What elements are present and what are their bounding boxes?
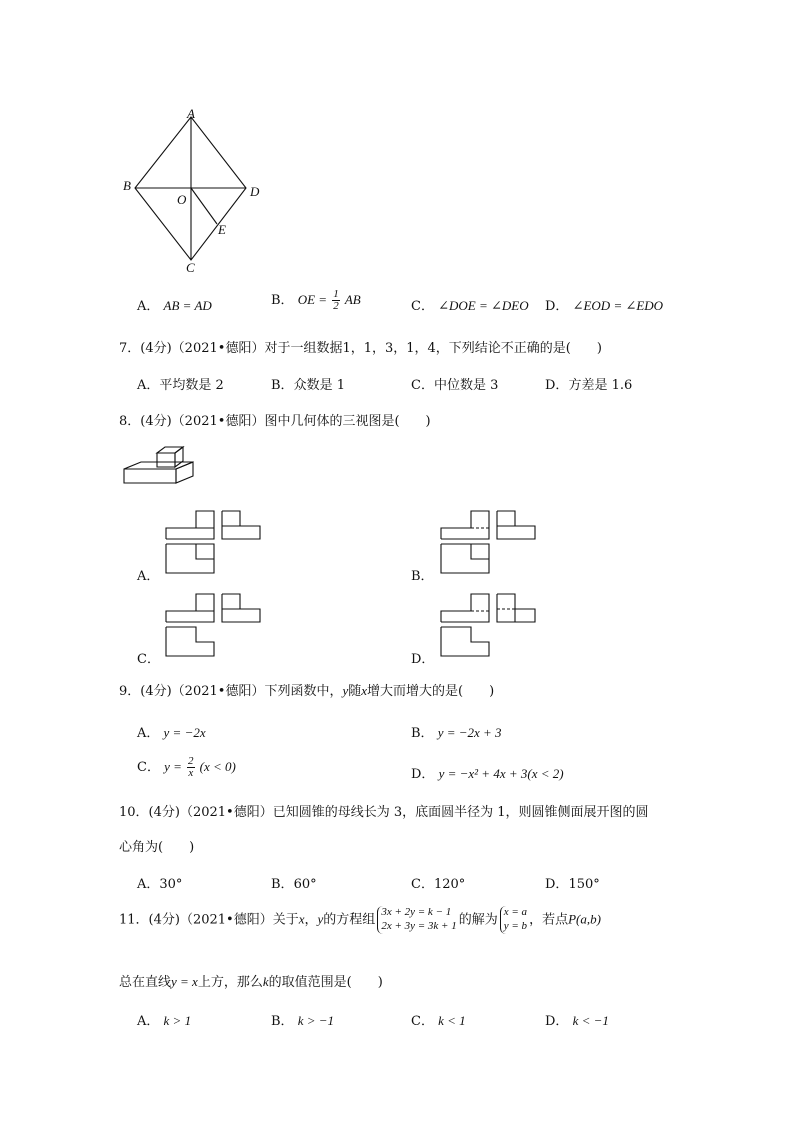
q8-option-a-views [160,505,270,580]
q9-option-b[interactable] [411,722,502,741]
q10-stem-line1: 10．(4分)（2021•德阳）已知圆锥的母线长为 3，底面圆半径为 1，则圆锥侧面展开图的圆 [119,805,649,820]
option-letter: D． [545,378,569,393]
option-text-left: y = [164,759,182,774]
option-text-left: OE = [297,292,328,307]
top-view [166,627,214,656]
q7-option-d[interactable] [545,374,632,393]
q8-option-b[interactable]: B． [411,569,434,584]
slab-top-face [124,462,193,469]
q6-option-b[interactable] [271,289,361,312]
q8-option-d-views [435,588,545,663]
q6-option-c[interactable] [411,295,529,314]
option-letter: A． [137,1014,160,1029]
q8-option-c[interactable]: C． [137,652,160,667]
segment-oe [191,188,217,224]
slab-front-face [124,469,176,483]
option-text: y = −x² + 4x + 3(x < 2) [438,766,564,781]
q7-option-b[interactable] [271,374,345,393]
q10-option-c[interactable] [411,873,465,892]
option-letter: B． [411,726,434,741]
option-text: 150° [568,877,600,892]
option-letter: D． [545,1014,569,1029]
q8-option-b-views [435,505,545,580]
option-letter: C． [411,1014,434,1029]
front-view [166,594,214,622]
stem-text: 9．(4分)（2021•德阳）下列函数中， [119,684,343,699]
q9-option-d[interactable] [411,763,564,782]
fraction-numerator: 1 [333,288,339,300]
option-letter: D． [545,299,569,314]
side-view-step [515,609,535,622]
option-letter: C． [411,378,434,393]
cube-front-face [157,453,175,467]
option-letter: B． [271,378,294,393]
slab-right-face [176,462,193,483]
point-label-a: A [187,106,195,121]
solution-1: x = a [503,906,528,918]
stem-text: 的取值范围是( ) [268,975,383,990]
q8-option-d[interactable]: D． [411,652,435,667]
q11-option-b[interactable] [271,1010,334,1029]
side-view [222,511,260,539]
top-view [441,627,489,656]
front-view [166,511,214,539]
q7-stem: 7．(4分)（2021•德阳）对于一组数据1，1，3，1，4，下列结论不正确的是( ) [119,341,602,356]
q6-option-d[interactable] [545,295,663,314]
option-text: AB = AD [163,298,212,313]
option-letter: C． [411,299,434,314]
option-text: y = −2x [163,725,206,740]
var-k: k [262,974,269,989]
equation-system [377,906,456,934]
stem-text: ， [304,912,318,928]
q11-stem-line2 [119,971,383,990]
option-text: k < 1 [438,1013,466,1028]
option-letter: C． [411,877,434,892]
option-letter: B． [271,293,294,308]
option-letter: A． [137,299,160,314]
stem-text: 上方，那么 [197,975,263,990]
q9-option-c[interactable] [137,756,236,779]
fraction-denominator: x [188,767,194,779]
top-view-edge [471,544,489,559]
option-letter: A． [137,378,160,393]
option-letter: A． [137,726,160,741]
q10-stem-line2: 心角为( ) [119,840,195,855]
q9-option-a[interactable] [137,722,206,741]
var-x: x [361,683,368,698]
var-x: x [298,911,305,927]
option-letter: D． [411,767,435,782]
option-text-right: AB [344,292,361,307]
front-view [441,594,489,622]
line-equation: y = x [171,974,198,989]
solution-2: y = b [503,919,528,932]
option-text: 众数是 1 [293,378,345,393]
stem-text: 的解为 [458,912,498,928]
option-letter: D． [545,877,569,892]
point-label-d: D [250,184,260,199]
equation-2: 2x + 3y = 3k + 1 [381,919,457,932]
fraction-numerator: 2 [188,755,194,767]
q10-option-d[interactable] [545,873,600,892]
point-p: P(a,b) [568,911,601,927]
var-y: y [342,683,349,698]
option-text: 方差是 1.6 [568,378,633,393]
stem-text: 的方程组 [323,912,376,928]
solid-figure [120,440,200,500]
option-text-right: (x < 0) [199,759,236,774]
q11-option-c[interactable] [411,1010,466,1029]
q7-option-c[interactable] [411,374,498,393]
q11-option-d[interactable] [545,1010,609,1029]
stem-text: 11．(4分)（2021•德阳）关于 [119,912,299,928]
option-text: ∠EOD = ∠EDO [572,298,664,313]
option-letter: C． [137,760,160,775]
stem-text: 随 [348,684,362,699]
point-label-b: B [123,178,131,193]
option-text: k > −1 [297,1013,335,1028]
q7-option-a[interactable] [137,374,224,393]
option-text: 30° [159,877,183,892]
side-view [497,594,515,622]
q10-option-a[interactable] [137,873,182,892]
q11-option-a[interactable] [137,1010,191,1029]
option-text: k < −1 [572,1013,609,1028]
q9-stem [119,680,494,699]
option-letter: A． [137,877,160,892]
option-text: ∠DOE = ∠DEO [438,298,529,313]
point-label-c: C [186,260,195,275]
option-text: 平均数是 2 [159,378,224,393]
cube-right-face [175,447,183,467]
q8-option-a[interactable]: A． [137,569,160,584]
top-view-edge [196,544,214,559]
option-text: 中位数是 3 [433,378,499,393]
q6-option-a[interactable] [137,295,212,314]
option-text: 60° [293,877,317,892]
side-view [222,594,260,622]
option-text: 120° [433,877,466,892]
option-letter: B． [271,1014,294,1029]
option-letter: B． [271,877,294,892]
point-label-o: O [177,192,187,207]
point-label-e: E [218,222,226,237]
fraction-denominator: 2 [333,300,339,312]
var-y: y [317,911,324,927]
solution-system [500,906,527,934]
side-view [497,511,535,539]
front-view [441,511,489,539]
fraction-two-over-x [187,756,195,779]
q8-stem: 8．(4分)（2021•德阳）图中几何体的三视图是( ) [119,414,431,429]
fraction-one-half [332,289,340,312]
q8-option-c-views [160,588,270,663]
equation-1: 3x + 2y = k − 1 [381,906,452,918]
option-text: y = −2x + 3 [437,725,502,740]
q10-option-b[interactable] [271,873,317,892]
q11-stem [119,906,601,934]
option-text: k > 1 [163,1013,192,1028]
stem-text: ，若点 [529,912,569,928]
stem-text: 总在直线 [119,975,172,990]
stem-text: 增大而增大的是( ) [367,684,495,699]
